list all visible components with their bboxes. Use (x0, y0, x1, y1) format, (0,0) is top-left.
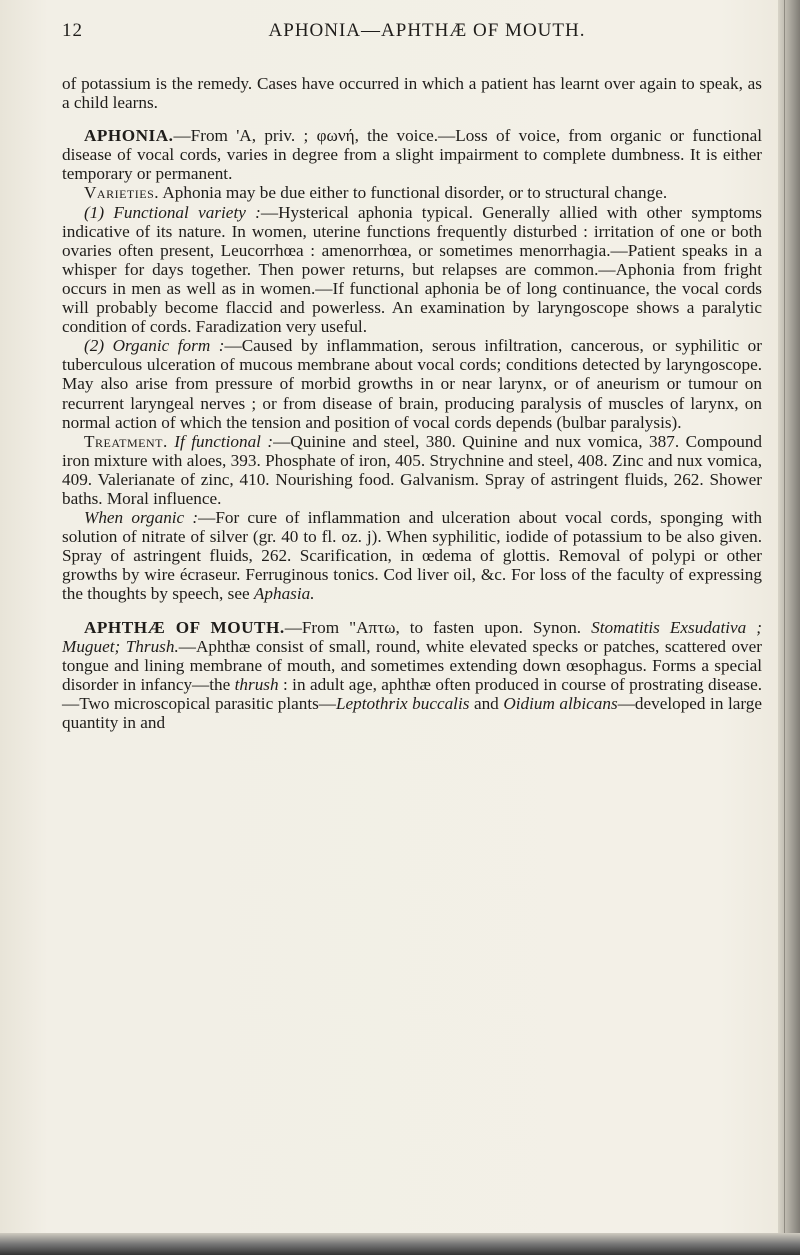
paragraph-varieties (62, 183, 762, 202)
body-text (62, 74, 762, 732)
paragraph-when-organic (62, 508, 762, 603)
entry-aphthae (62, 618, 762, 733)
synonyms: Stomatitis Exsudativa ; Muguet; Thrush. (62, 617, 762, 656)
page-number: 12 (62, 20, 83, 41)
paragraph-text: —Caused by inflammation, serous infiltration, cancerous, or syphilitic or tuberculous ulceration of mucous membrane about vocal cords; conditions detected by laryngoscope. May also arise from pressure of morbid growths in or near larynx, or of aneurism or tumour on recurrent laryngeal nerves ; or from disease of brain, producing paralysis of muscles of larynx, on normal action of which the tension and position of vocal cords depends (bulbar paralysis). (62, 336, 762, 432)
entry-definition: —From 'A, priv. ; φωνή, the voice.—Loss of voice, from organic or functional disease of vocal cords, varies in degree from a slight impairment to complete dumbness. It is either temporary or permanent. (62, 126, 762, 184)
paragraph-functional (62, 203, 762, 337)
running-title: APHONIA—APHTHÆ OF MOUTH. (268, 20, 586, 41)
paragraph-text: —developed in large quantity in and (62, 693, 762, 732)
section-label: (2) Organic form : (84, 336, 225, 356)
paragraph-text: —For cure of inflammation and ulceration about vocal cords, sponging with solution of nitrate of silver (gr. 40 to fl. oz. j). When syphilitic, iodide of potassium to be also given. Spray of astringent fluids, 262. Scarification, in œdema of glottis. Removal of polypi or other growths by wire écraseur. Ferruginous tonics. Cod liver oil, &c. For loss of the faculty of expressing the thoughts by speech, see (62, 508, 762, 604)
page-edge-shadow (778, 0, 800, 1255)
paragraph-text: —Hysterical aphonia typical. Generally allied with other symptoms indicative of its nature. In women, uterine functions frequently disturbed : irritation of one or both ovaries often present, Leucorrhœa : amenorrhœa, or sometimes menorrhagia.—Patient speaks in a whisper for days together. Then power returns, but relapses are common.—Aphonia from fright occurs in men as well as in women.—If functional aphonia be of long continuance, the vocal cords will probably become flaccid and powerless. An examination by laryngoscope shows a paralytic condition of cords. Faradization very useful. (62, 202, 762, 337)
cross-reference: Aphasia. (253, 584, 315, 604)
paragraph-organic (62, 336, 762, 431)
paragraph-treatment (62, 432, 762, 508)
paragraph-text: : in adult age, aphthæ often produced in course of prostrating disease.—Two microscopical parasitic plants— (62, 674, 762, 713)
scan-bottom-edge (0, 1233, 800, 1255)
entry-aphonia (62, 126, 762, 183)
entry-term: APHTHÆ OF MOUTH. (84, 617, 285, 637)
section-label: Varieties. (84, 183, 160, 203)
paragraph-text: —Aphthæ consist of small, round, white elevated specks or patches, scattered over tongue and lining membrane of mouth, and sometimes extending down œsophagus. Forms a special disorder in infancy—the (62, 636, 762, 694)
section-label: When organic : (84, 508, 199, 528)
italic-term: Oidium albicans (503, 693, 618, 713)
running-header (62, 20, 762, 50)
entry-term: APHONIA. (84, 126, 174, 146)
section-label: (1) Functional variety : (84, 202, 261, 222)
paragraph-text: —From "Απτω, to fasten upon. Synon. (284, 617, 592, 637)
paragraph-continuation (62, 74, 762, 112)
section-label: Treatment. (84, 431, 168, 451)
italic-term: Leptothrix buccalis (335, 693, 470, 713)
paragraph-text: Aphonia may be due either to functional disorder, or to structural change. (159, 183, 668, 203)
italic-term: thrush (234, 674, 279, 694)
section-sublabel: If functional : (167, 431, 274, 451)
paragraph-text: —Quinine and steel, 380. Quinine and nux vomica, 387. Compound iron mixture with aloes, 393. Phosphate of iron, 405. Strychnine and steel, 408. Zinc and nux vomica, 409. Valerianate of zinc, 410. Nourishing food. Galvanism. Spray of astringent fluids, 262. Shower baths. Moral influence. (62, 431, 763, 508)
paragraph-text: and (469, 693, 504, 713)
paragraph-text: of potassium is the remedy. Cases have occurred in which a patient has learnt over again to speak, as a child learns. (62, 74, 762, 113)
